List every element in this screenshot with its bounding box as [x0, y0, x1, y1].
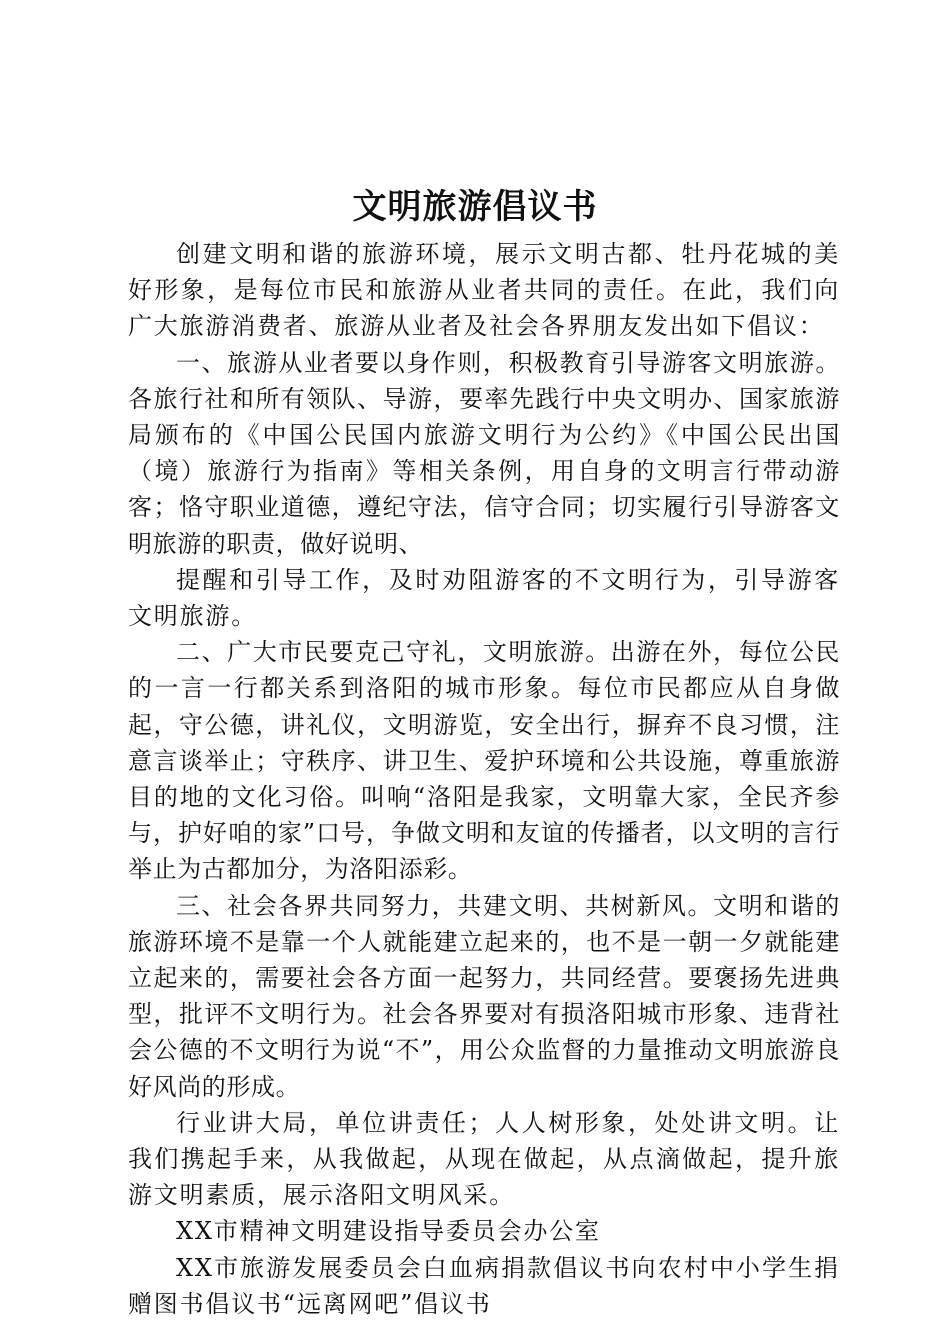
signature-tourism-committee: XX市旅游发展委员会白血病捐款倡议书向农村中小学生捐赠图书倡议书“远离网吧”倡议书: [128, 1253, 840, 1318]
paragraph-point-two: 二、广大市民要克己守礼，文明旅游。出游在外，每位公民的一言一行都关系到洛阳的城市形象。每位市民都应从自身做起，守公德，讲礼仪，文明游览，安全出行，摒弃不良习惯，注意言谈举止；守秩序、讲卫生、爱护环境和公共设施，尊重旅游目的地的文化习俗。叫响“洛阳是我家，文明靠大家，全民齐参与，护好咱的家”口号，争做文明和友谊的传播者，以文明的言行举止为古都加分，为洛阳添彩。: [128, 638, 840, 884]
paragraph-closing: 行业讲大局，单位讲责任；人人树形象，处处讲文明。让我们携起手来，从我做起，从现在做起，从点滴做起，提升旅游文明素质，展示洛阳文明风采。: [128, 1108, 840, 1210]
paragraph-point-one-continued: 提醒和引导工作，及时劝阻游客的不文明行为，引导游客文明旅游。: [128, 565, 840, 631]
signature-office: XX市精神文明建设指导委员会办公室: [176, 1217, 601, 1246]
document-body: [128, 236, 840, 1322]
document-title: 文明旅游倡议书: [352, 187, 598, 227]
paragraph-point-three: 三、社会各界共同努力，共建文明、共树新风。文明和谐的旅游环境不是靠一个人就能建立起来的，也不是一朝一夕就能建立起来的，需要社会各方面一起努力，共同经营。要褒扬先进典型，批评不文明行为。社会各界要对有损洛阳城市形象、违背社会公德的不文明行为说“不”，用公众监督的力量推动文明旅游良好风尚的形成。: [128, 891, 840, 1101]
paragraph-point-one: 一、旅游从业者要以身作则，积极教育引导游客文明旅游。各旅行社和所有领队、导游，要率先践行中央文明办、国家旅游局颁布的《中国公民国内旅游文明行为公约》《中国公民出国（境）旅游行为指南》等相关条例，用自身的文明言行带动游客；恪守职业道德，遵纪守法，信守合同；切实履行引导游客文明旅游的职责，做好说明、: [128, 348, 840, 558]
paragraph-intro: 创建文明和谐的旅游环境，展示文明古都、牡丹花城的美好形象，是每位市民和旅游从业者共同的责任。在此，我们向广大旅游消费者、旅游从业者及社会各界朋友发出如下倡议：: [128, 240, 840, 341]
